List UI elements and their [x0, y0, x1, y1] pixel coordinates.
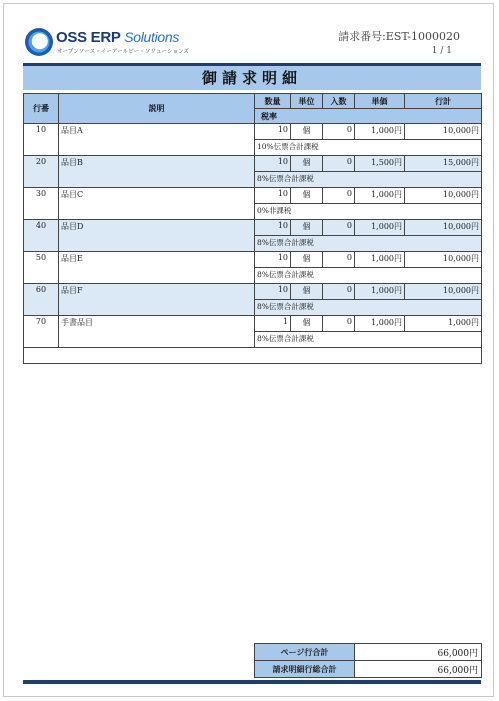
page-total-value: 66,000円: [355, 644, 482, 661]
table-row: [24, 284, 482, 300]
tax-rate-cell: 8%伝票合計課税: [255, 172, 482, 188]
table-row: [24, 188, 482, 204]
logo-wordmark: OSS ERP Solutions: [56, 29, 180, 46]
invoice-number: 請求番号:EST-1000020: [338, 30, 460, 43]
grand-total-value: 66,000円: [355, 661, 482, 678]
tax-rate-cell: 8%伝票合計課税: [255, 300, 482, 316]
unit-cell: 個: [291, 220, 323, 236]
col-header-tax-rate: 税率: [255, 109, 482, 124]
item-name-cell: 手書品目: [59, 316, 255, 348]
item-name-cell: 品目F: [59, 284, 255, 316]
logo-ring-icon: [23, 26, 55, 58]
quantity-cell: 10: [255, 188, 291, 204]
quantity-cell: 10: [255, 284, 291, 300]
pack-cell: 0: [323, 316, 355, 332]
col-header-description: 説明: [59, 94, 255, 124]
quantity-cell: 10: [255, 124, 291, 140]
unit-price-cell: 1,000円: [355, 252, 405, 268]
table-row: [24, 252, 482, 268]
footer-rule: [23, 680, 481, 684]
pack-cell: 0: [323, 252, 355, 268]
unit-cell: 個: [291, 284, 323, 300]
unit-price-cell: 1,000円: [355, 188, 405, 204]
col-header-quantity: 数量: [255, 94, 291, 109]
quantity-cell: 10: [255, 252, 291, 268]
tax-rate-cell: 10%伝票合計課税: [255, 140, 482, 156]
pack-cell: 0: [323, 124, 355, 140]
line-items-body: [24, 124, 482, 364]
grand-total-label: 請求明細行総合計: [255, 661, 355, 678]
unit-price-cell: 1,500円: [355, 156, 405, 172]
tax-rate-cell: 0%非課税: [255, 204, 482, 220]
line-no-cell: 70: [24, 316, 59, 348]
line-total-cell: 10,000円: [405, 124, 482, 140]
pack-cell: 0: [323, 188, 355, 204]
page-total-label: ページ行合計: [255, 644, 355, 661]
line-total-cell: 15,000円: [405, 156, 482, 172]
line-total-cell: 1,000円: [405, 316, 482, 332]
unit-cell: 個: [291, 188, 323, 204]
unit-price-cell: 1,000円: [355, 220, 405, 236]
document-title: 御請求明細: [23, 63, 481, 90]
line-no-cell: 20: [24, 156, 59, 188]
quantity-cell: 10: [255, 220, 291, 236]
col-header-pack: 入数: [323, 94, 355, 109]
col-header-line-total: 行計: [405, 94, 482, 109]
empty-rows-area: [24, 348, 482, 364]
unit-cell: 個: [291, 252, 323, 268]
item-name-cell: 品目D: [59, 220, 255, 252]
company-logo: [23, 26, 193, 60]
unit-price-cell: 1,000円: [355, 284, 405, 300]
col-header-unit-price: 単価: [355, 94, 405, 109]
item-name-cell: 品目C: [59, 188, 255, 220]
pack-cell: 0: [323, 156, 355, 172]
line-total-cell: 10,000円: [405, 220, 482, 236]
unit-cell: 個: [291, 316, 323, 332]
pack-cell: 0: [323, 220, 355, 236]
col-header-unit: 単位: [291, 94, 323, 109]
line-no-cell: 40: [24, 220, 59, 252]
logo-tagline: オープンソース・イーアールピー・ソリューションズ: [57, 49, 190, 55]
item-name-cell: 品目B: [59, 156, 255, 188]
table-row: [24, 316, 482, 332]
tax-rate-cell: 8%伝票合計課税: [255, 236, 482, 252]
line-total-cell: 10,000円: [405, 252, 482, 268]
page-indicator: 1 / 1: [431, 46, 452, 56]
quantity-cell: 10: [255, 156, 291, 172]
item-name-cell: 品目A: [59, 124, 255, 156]
pack-cell: 0: [323, 284, 355, 300]
table-row: [24, 124, 482, 140]
table-row: [24, 156, 482, 172]
invoice-page: [3, 3, 494, 697]
item-name-cell: 品目E: [59, 252, 255, 284]
line-total-cell: 10,000円: [405, 188, 482, 204]
unit-price-cell: 1,000円: [355, 316, 405, 332]
line-total-cell: 10,000円: [405, 284, 482, 300]
quantity-cell: 1: [255, 316, 291, 332]
table-row: [24, 220, 482, 236]
tax-rate-cell: 8%伝票合計課税: [255, 332, 482, 348]
line-no-cell: 10: [24, 124, 59, 156]
line-items-table: [23, 93, 482, 364]
col-header-line-no: 行番: [24, 94, 59, 124]
tax-rate-cell: 8%伝票合計課税: [255, 268, 482, 284]
line-no-cell: 50: [24, 252, 59, 284]
unit-cell: 個: [291, 156, 323, 172]
unit-cell: 個: [291, 124, 323, 140]
unit-price-cell: 1,000円: [355, 124, 405, 140]
totals-table: [254, 643, 482, 678]
line-no-cell: 60: [24, 284, 59, 316]
line-no-cell: 30: [24, 188, 59, 220]
empty-area-cell: [24, 348, 482, 364]
